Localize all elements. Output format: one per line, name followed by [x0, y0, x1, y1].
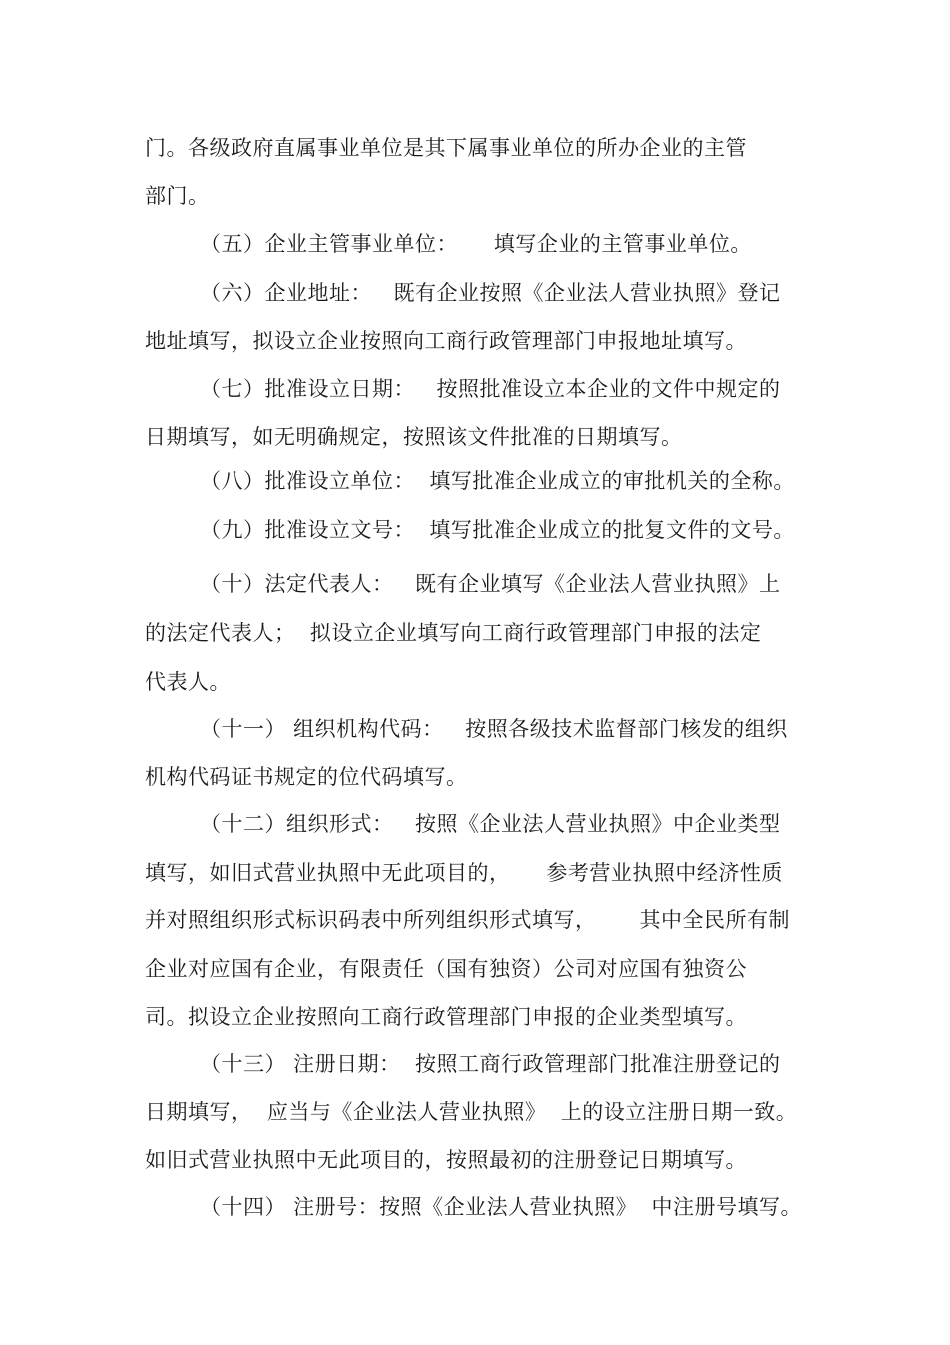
paragraph-6: （六）企业地址： 既有企业按照《企业法人营业执照》登记	[200, 281, 781, 305]
paragraph-14: （十四） 注册号：按照《企业法人营业执照》 中注册号填写。	[200, 1195, 803, 1219]
text-line: 日期填写，如无明确规定，按照该文件批准的日期填写。	[145, 425, 683, 449]
text-line: 代表人。	[145, 670, 231, 694]
text-line: 日期填写， 应当与《企业法人营业执照》 上的设立注册日期一致。	[145, 1100, 798, 1124]
text-line: 填写，如旧式营业执照中无此项目的， 参考营业执照中经济性质	[145, 861, 783, 885]
paragraph-12: （十二）组织形式： 按照《企业法人营业执照》中企业类型	[200, 812, 781, 836]
paragraph-5: （五）企业主管事业单位： 填写企业的主管事业单位。	[200, 232, 752, 256]
paragraph-9: （九）批准设立文号： 填写批准企业成立的批复文件的文号。	[200, 518, 795, 542]
text-line: 企业对应国有企业，有限责任（国有独资）公司对应国有独资公	[145, 957, 747, 981]
text-line: 机构代码证书规定的位代码填写。	[145, 765, 468, 789]
text-line: 门。各级政府直属事业单位是其下属事业单位的所办企业的主管	[145, 136, 747, 160]
text-line: 司。拟设立企业按照向工商行政管理部门申报的企业类型填写。	[145, 1005, 747, 1029]
text-line: 部门。	[145, 184, 210, 208]
paragraph-11: （十一） 组织机构代码： 按照各级技术监督部门核发的组织	[200, 717, 788, 741]
paragraph-13: （十三） 注册日期： 按照工商行政管理部门批准注册登记的	[200, 1052, 781, 1076]
text-line: 如旧式营业执照中无此项目的，按照最初的注册登记日期填写。	[145, 1148, 747, 1172]
paragraph-8: （八）批准设立单位： 填写批准企业成立的审批机关的全称。	[200, 469, 795, 493]
paragraph-10: （十）法定代表人： 既有企业填写《企业法人营业执照》上	[200, 572, 781, 596]
paragraph-7: （七）批准设立日期： 按照批准设立本企业的文件中规定的	[200, 377, 781, 401]
text-line: 的法定代表人； 拟设立企业填写向工商行政管理部门申报的法定	[145, 621, 762, 645]
text-line: 地址填写，拟设立企业按照向工商行政管理部门申报地址填写。	[145, 329, 747, 353]
text-line: 并对照组织形式标识码表中所列组织形式填写， 其中全民所有制	[145, 908, 791, 932]
